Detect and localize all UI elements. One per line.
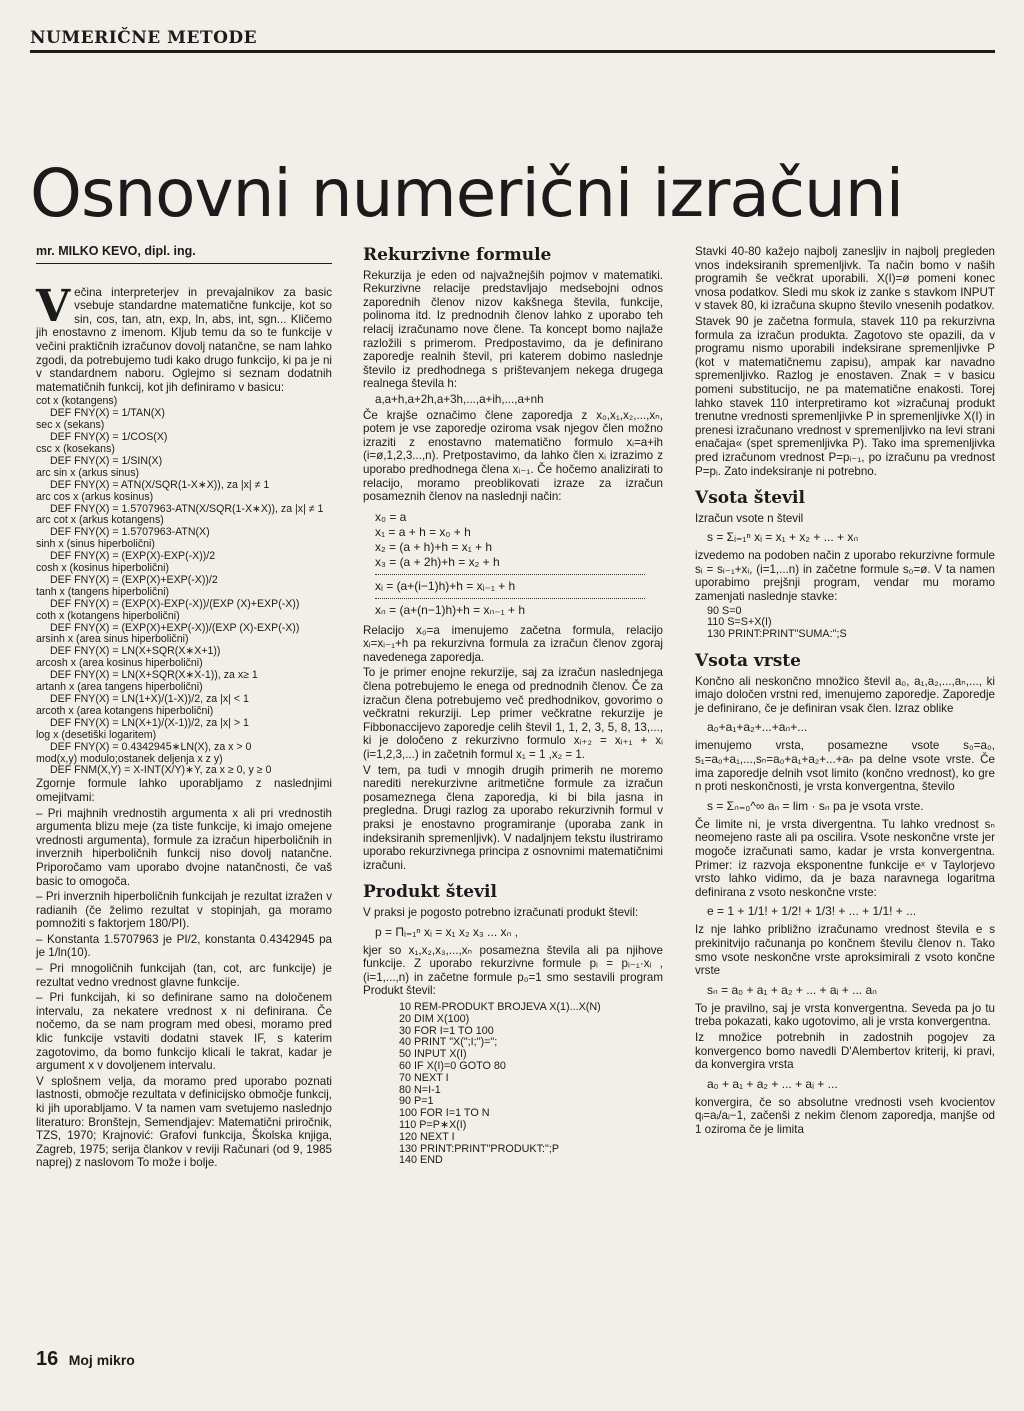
function-name: artanh x (area tangens hiperbolični) [36,681,203,694]
section-title-rekurzivne: Rekurzivne formule [363,245,552,265]
function-definition: DEF FNY(X) = (EXP(X)+EXP(-X))/2 [50,573,218,586]
intro-paragraph [36,280,332,395]
function-definition: DEF FNM(X,Y) = X-INT(X/Y)∗Y, za x ≥ 0, y ≥ 0 [50,764,272,777]
sequence: a,a+h,a+2h,a+3h,...,a+ih,...,a+nh [375,392,544,406]
section-label: NUMERIČNE METODE [30,28,261,48]
paragraph: V praksi je pogosto potrebno izračunati produkt števil: [363,905,639,919]
series-formula: a₀+a₁+a₂+...+aₙ+... [707,720,808,735]
paragraph: Izračun vsote n števil [695,511,804,525]
paragraph: Stavki 40-80 kažejo najbolj zanesljiv in najbolj pregleden vnos indeksiranih spremenljivk. Ta način bomo v naših programih še večkrat uporabili. X(I)=ø pomeni konec vnosa podatkov. Sledi mu skok iz zanke s stavkom INPUT v stavek 80, ki izračuna skupno število vnesenih podatkov. [695,245,995,313]
function-definition: DEF FNY(X) = LN(X+SQR(X∗X-1)), za x≥ 1 [50,669,258,682]
paragraph: – Pri funkcijah, ki so definirane samo na določenem intervalu, za nekatere vrednost x ni definirana. Če nočemo, da se nam program med obesi, moramo pred klic funkcije vstaviti dodatni stavek IF, s katerim zagotovimo, da bomo funkcijo klicali le takrat, kadar je argument x v dovoljenem intervalu. [36,991,332,1073]
page-footer [36,1348,135,1371]
e-series-formula: e = 1 + 1/1! + 1/2! + 1/3! + ... + 1/1! + ... [707,904,917,919]
function-name: mod(x,y) modulo;ostanek deljenja x z y) [36,752,223,765]
equation: x₃ = (a + 2h)+h = x₂ + h [375,554,500,569]
paragraph: Končno ali neskončno množico števil a₀, a₁,a₂,...,aₙ,..., ki imajo določen vrstni red, imenujemo zaporedje. Zaporedje je definirano, če je definiran vsak člen. Izraz oblike [695,674,995,715]
code-line: 130 PRINT:PRINT"PRODUKT:";P [399,1142,560,1155]
paragraph: kjer so x₁,x₂,x₃,...,xₙ posamezna števila ali pa njihove funkcije. Z uporabo rekurzivne formule pᵢ = pᵢ₋₁·xᵢ ,(i=1,...,n) in začetne formule p₀=1 smo sestavili program Produkt števil: [363,943,663,998]
function-name: tanh x (tangens hiperbolični) [36,585,170,598]
code-line: 40 PRINT "X(";I;")="; [399,1036,498,1049]
paragraph: izvedemo na podoben način z uporabo rekurzivne formule sᵢ = sᵢ₋₁+xᵢ, (i=1,...n) in začetne formule s₀=ø. V ta namen uporabimo prejšnji program, vendar mu moramo zamenjati naslednje stavke: [695,549,995,604]
code-line: 100 FOR I=1 TO N [399,1107,490,1120]
code-line: 130 PRINT:PRINT"SUMA:";S [707,628,847,641]
code-line: 30 FOR I=1 TO 100 [399,1024,494,1037]
dotted-separator [375,574,645,575]
code-line: 50 INPUT X(I) [399,1048,467,1061]
function-name: coth x (kotangens hiperbolični) [36,609,180,622]
equation: xₙ = (a+(n−1)h)+h = xₙ₋₁ + h [375,602,526,617]
function-definition: DEF FNY(X) = ATN(X/SQR(1-X∗X)), za |x| ≠ 1 [50,478,270,491]
function-name: cosh x (kosinus hiperbolični) [36,562,170,575]
paragraph: V splošnem velja, da moramo pred uporabo poznati lastnosti, območje rezultata v definicijsko območje funkcij, ki jih uporabljamo. V ta namen vam svetujemo naslednjo literaturo: Bronštejn, Semendjajev: Matematični priročnik, TZS, 1970; Krajnović: Grafovi funkcija, Školska knjiga, Zagreb, 1975; serija člankov v reviji Računari (od 9, 1985 naprej) z naslovom To može i bolje. [36,1074,332,1170]
paragraph: To je primer enojne rekurzije, saj za izračun naslednjega člena potrebujemo le enega od prednodnih členov. Če za izračun člena potrebujemo več predhodnikov, govorimo o večkratni rekurziji. Lep primer večkratne rekurzije je Fibbonaccijevo zaporedje celih števil 1, 1, 2, 3, 5, 8, 13,..., ki je določeno z rekurzivno formulo xᵢ₊₂ = xᵢ₊₁ + xᵢ (i=1,2,3,...) in začetnih formul x₁ = 1 ,x₂ = 1. [363,666,663,762]
function-definition: DEF FNY(X) = 1/COS(X) [50,431,168,444]
sum-formula: s = Σᵢ₌₁ⁿ xᵢ = x₁ + x₂ + ... + xₙ [707,530,859,545]
function-name: arcosh x (area kosinus hiperbolični) [36,657,203,670]
byline: mr. MILKO KEVO, dipl. ing. [36,245,332,264]
paragraph: Iz nje lahko približno izračunamo vrednost števila e s prekinitvijo računanja po končnem številu členov n. Tako smo vsote neskončne vrste aproksimirali z vsoto končne vrste [695,923,995,978]
code-line: 60 IF X(I)=0 GOTO 80 [399,1059,506,1072]
equation-block [363,510,663,570]
function-name: arc sin x (arkus sinus) [36,466,140,479]
intro-text: ečina interpreterjev in prevajalnikov za basic vsebuje standardne matematične funkcije, kot so sin, cos, tan, atn, exp, ln, abs, int, sgn... Kličemo jih enostavno z imenom. Kljub temu da so te funkcije v večini praktičnih izračunov dovolj natančne, se nam lahko zgodi, da potrebujemo tudi kako drugo funkcijo, ki pa je ni v standardnem naboru. Oglejmo si seznam dodatnih matematičnih funkcij, kot jih definiramo v basicu: [36,285,332,394]
series-limit-formula: s = Σₙ₌₀^∞ aₙ = lim · sₙ pa je vsota vrste. [707,798,924,813]
function-definition: DEF FNY(X) = 1.5707963-ATN(X) [50,526,210,539]
paragraph: Če krajše označimo člene zaporedja z x₀,x₁,x₂,...,xₙ, potem je vse zaporedje oziroma vsak njegov člen možno izraziti z enostavno matematično formulo xᵢ=a+ih (i=ø,1,2,3...,n). Pretpostavimo, da lahko člen xᵢ izrazimo z uporabo predhodnega člena xᵢ₋₁. Če hočemo analizirati to relacijo, moramo preoblikovati izraze za izračun posameznih členov na naslednji način: [363,408,663,504]
paragraph: imenujemo vrsta, posamezne vsote s₀=a₀, s₁=a₀+a₁,...,sₙ=a₀+a₁+a₂+...+aₙ pa delne vsote vrste. Če ima zaporedje delnih vsot limito (končno vrednost), ko gre n proti neskončnosti, je vrsta konvergentna, število [695,739,995,794]
article-title: Osnovni numerični izračuni [30,155,904,233]
product-formula: p = Πᵢ₌₁ⁿ xᵢ = x₁ x₂ x₃ ... xₙ , [375,924,518,939]
paragraph: Zgornje formule lahko uporabljamo z naslednjimi omejitvami: [36,777,332,804]
function-definition: DEF FNY(X) = (EXP(X)-EXP(-X))/2 [50,550,216,563]
code-line: 20 DIM X(100) [399,1012,470,1025]
header-rule [30,50,995,53]
equation: x₂ = (a + h)+h = x₁ + h [375,539,493,554]
code-line: 110 P=P∗X(I) [399,1118,467,1131]
function-name: arc cot x (arkus kotangens) [36,514,164,527]
equation: x₁ = a + h = x₀ + h [375,524,471,539]
code-listing [695,606,995,641]
series-formula: a₀ + a₁ + a₂ + ... + aᵢ + ... [707,1076,838,1091]
paragraph: – Pri majhnih vrednostih argumenta x ali pri vrednostih argumenta blizu meje (za tiste funkcije, ki imajo omejene vrednosti argumenta), formule za izračun hiperboličnih in inverznih hiperboličnih funkcij niso dovolj natančne. Priporočamo vam uporabo dvojne natančnosti, če vaš basic to omogoča. [36,806,332,888]
code-line: 90 P=1 [399,1095,434,1108]
column-2 [363,245,663,1167]
code-listing [363,1002,663,1167]
function-definition: DEF FNY(X) = 1.5707963-ATN(X/SQR(1-X∗X)), za |x| ≠ 1 [50,502,324,515]
code-line: 10 REM-PRODUKT BROJEVA X(1)...X(N) [399,1000,601,1013]
section-title-produkt: Produkt števil [363,882,497,903]
function-name: cot x (kotangens) [36,395,118,408]
magazine-name: Moj mikro [68,1352,135,1368]
dropcap: V [36,280,71,332]
function-list [36,396,332,777]
function-definition: DEF FNY(X) = LN(X+SQR(X∗X+1)) [50,645,221,658]
paragraph: Če limite ni, je vrsta divergentna. Tu lahko vrednost sₙ neomejeno raste ali pa oscilira. Vsote neskončne vrste jer mogoče izračunati samo, kadar je vrsta konvergentna. Primer: iz razvoja eksponentne funkcije eˣ v Taylorjevo vrsto lahko vidimo, da je baza naravnega logaritma definirana z vsoto neskončne vrste: [695,817,995,899]
function-name: arc cos x (arkus kosinus) [36,490,154,503]
column-3 [695,245,995,1138]
code-line: 70 NEXT I [399,1071,449,1084]
code-line: 110 S=S+X(I) [707,616,772,629]
function-definition: DEF FNY(X) = 1/SIN(X) [50,454,163,467]
function-definition: DEF FNY(X) = LN(1+X)/(1-X))/2, za |x| < 1 [50,693,249,705]
paragraph: konvergira, če so absolutne vrednosti vseh kvocientov qᵢ=aᵢ/aᵢ−1, začenši z nekim členom zaporedja, manjše od 1 oziroma če je limita [695,1095,995,1136]
paragraph: Stavek 90 je začetna formula, stavek 110 pa rekurzivna formula za izračun produkta. Zagotovo ste opazili, da v programu nismo uporabili indeksirane spremenljivke P (kot v matematičnemu zapisu), ampak kar navadno spremenljivko. Razlog je enostaven. Znak = v basicu pomeni substitucijo, ne pa matematične enakosti. Torej lahko stavek 110 interpretiramo kot »izračunaj produkt trenutne vrednosti spremenljivke P in spremenljivke X(I) in prenesi izračunano vrednost v spremenljivko na levi strani enačaja« (spet spremenljivka P). Tako ima spremenljivka pred izračunom vrednost P=pᵢ₋₁, po izračunu pa vrednost P=pᵢ. Zato indeksiranje ni potrebno. [695,314,995,478]
section-title-vsota-stevil: Vsota števil [695,488,805,509]
limitations-section [36,777,332,1170]
code-line: 80 N=I-1 [399,1083,441,1096]
function-name: sinh x (sinus hiperbolični) [36,538,155,551]
dotted-separator [375,598,645,599]
function-name: log x (desetiški logaritem) [36,728,157,741]
function-name: arsinh x (area sinus hiperbolični) [36,633,189,646]
paragraph: To je pravilno, saj je vrsta konvergentna. Seveda pa jo tu treba pokazati, kako ugotovimo, ali je vrsta konvergentna. [695,1001,995,1029]
page-header [30,20,995,60]
column-1 [36,245,332,1172]
paragraph: – Konstanta 1.5707963 je PI/2, konstanta 0.4342945 pa je 1/ln(10). [36,932,332,960]
function-definition: DEF FNY(X) = 1/TAN(X) [50,407,165,420]
code-line: 120 NEXT I [399,1130,455,1143]
equation: x₀ = a [375,509,407,524]
paragraph: V tem, pa tudi v mnogih drugih primerih ne moremo narediti nerekurzivne aritmetične formule za izračun posameznega člena zaporedja, ki bi bila jasna in pregledna. Drugi razlog za uporabo rekurzivnih formul v praksi je enostavno programiranje (uporaba zank in indeksiranih spremenljivk). V nadaljnjem tekstu ilustriramo uporabo rekurzivnega principa z osnovnimi matematičnimi izračuni. [363,763,663,872]
equation: xᵢ = (a+(i−1)h)+h = xᵢ₋₁ + h [375,578,516,593]
function-name: sec x (sekans) [36,419,105,432]
finite-sum-formula: sₙ = a₀ + a₁ + a₂ + ... + aᵢ + ... aₙ [707,982,877,997]
section-title-vsota-vrste: Vsota vrste [695,651,801,672]
code-line: 90 S=0 [707,604,742,617]
function-name: csc x (kosekans) [36,442,115,455]
paragraph: Iz množice potrebnih in zadostnih pogojev za konvergenco bomo navedli D'Alembertov kriterij, ki pravi, da konvergira vrsta [695,1030,995,1072]
paragraph: – Pri mnogoličnih funkcijah (tan, cot, arc funkcije) je rezultat vedno vrednost glavne funkcije. [36,962,332,989]
paragraph: – Pri inverznih hiperboličnih funkcijah je rezultat izražen v radianih (če želimo rezultat v stopinjah, ga moramo pomnožiti s faktorjem 180/PI). [36,890,332,931]
function-definition: DEF FNY(X) = (EXP(X)-EXP(-X))/(EXP (X)+EXP(-X)) [50,597,300,610]
code-line: 140 END [399,1154,443,1167]
function-definition: DEF FNY(X) = LN(X+1)/(X-1))/2, za |x| > 1 [50,716,249,729]
function-definition: DEF FNY(X) = 0.4342945∗LN(X), za x > 0 [50,740,252,753]
paragraph: Rekurzija je eden od najvažnejših pojmov v matematiki. Rekurzivne relacije predstavljajo medsebojni odnos zaporednih členov nizov kakšnega števila, funkcije, polinoma itd. Iz prednodnih členov lahko z uporabo teh relacij izračunamo nove člene. Ta koncept bomo najlaže razložili s primerom. Predpostavimo, da je definirano zaporedje realnih števil, pri katerem dobimo naslednje število iz predhodnega s prištevanjem nekega drugega realnega števila h: [363,268,663,391]
function-definition: DEF FNY(X) = (EXP(X)+EXP(-X))/(EXP (X)-EXP(-X)) [50,621,300,634]
paragraph: Relacijo x₀=a imenujemo začetna formula, relacijo xᵢ=xᵢ₋₁+h pa rekurzivna formula za izračun členov zgoraj navedenega zaporedja. [363,623,663,664]
function-name: arcoth x (area kotangens hiperbolični) [36,704,214,717]
page-number: 16 [36,1348,59,1370]
